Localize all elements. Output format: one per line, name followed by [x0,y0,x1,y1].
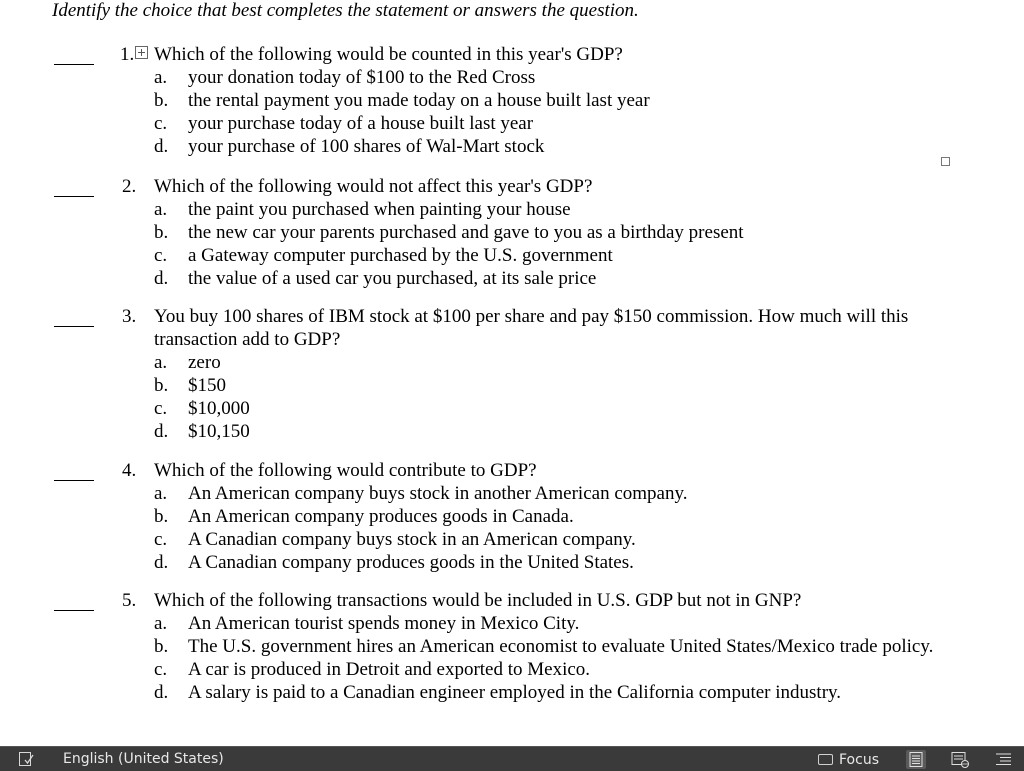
choice-d [154,267,954,290]
choice-text: The U.S. government hires an American economist to evaluate United States/Mexico trade policy. [188,636,934,657]
question-number: 3. [122,306,137,327]
print-layout-icon[interactable] [906,750,926,769]
focus-icon [818,754,833,765]
choice-d [154,135,954,158]
choice-text: An American company produces goods in Canada. [188,506,574,527]
choice-text: $10,150 [188,421,250,442]
answer-blank-1[interactable] [54,64,94,65]
answer-blank-3[interactable] [54,326,94,327]
choice-letter: d. [154,682,169,703]
choice-letter: c. [154,398,168,419]
choice-list [154,612,944,704]
choice-text: a Gateway computer purchased by the U.S. government [188,245,613,266]
choice-letter: a. [154,67,168,88]
choice-text: your purchase of 100 shares of Wal-Mart stock [188,136,545,157]
choice-letter: d. [154,552,169,573]
question-number: 2. [122,176,137,197]
answer-blank-2[interactable] [54,196,94,197]
choice-text: the paint you purchased when painting your house [188,199,571,220]
choice-a [154,351,954,374]
choice-letter: b. [154,506,169,527]
answer-blank-5[interactable] [54,610,94,611]
focus-button[interactable] [818,750,879,769]
choice-b [154,635,944,658]
choice-c [154,112,954,135]
choice-list [154,66,954,158]
choice-d [154,420,954,443]
choice-letter: b. [154,90,169,111]
choice-d [154,681,944,704]
choice-text: the new car your parents purchased and gave to you as a birthday present [188,222,744,243]
outline-icon[interactable] [994,750,1014,769]
choice-c [154,244,954,267]
choice-letter: b. [154,222,169,243]
choice-d [154,551,954,574]
choice-letter: b. [154,636,169,657]
choice-text: the value of a used car you purchased, at its sale price [188,268,597,289]
choice-text: A Canadian company buys stock in an American company. [188,529,636,550]
choice-list [154,198,954,290]
choice-text: your donation today of $100 to the Red Cross [188,67,536,88]
choice-letter: c. [154,659,168,680]
choice-a [154,612,944,635]
choice-letter: c. [154,113,168,134]
choice-text: A salary is paid to a Canadian engineer employed in the California computer industry. [188,682,842,703]
choice-letter: c. [154,529,168,550]
choice-text: the rental payment you made today on a house built last year [188,90,650,111]
question-text: Which of the following would contribute to GDP? [154,460,537,481]
choice-c [154,658,944,681]
choice-text: A Canadian company produces goods in the United States. [188,552,634,573]
instructions: Identify the choice that best completes the statement or answers the question. [52,0,639,21]
focus-label: Focus [839,751,879,768]
question-text: You buy 100 shares of IBM stock at $100 per share and pay $150 commission. How much will this transaction add to GDP? [154,306,909,350]
choice-letter: b. [154,375,169,396]
question-number: 4. [122,460,137,481]
choice-letter: a. [154,199,168,220]
question-text: Which of the following would be counted in this year's GDP? [154,44,623,65]
choice-letter: d. [154,136,169,157]
choice-a [154,66,954,89]
choice-list [154,351,954,443]
question-number: 1. [120,44,135,65]
choice-text: An American tourist spends money in Mexico City. [188,613,580,634]
choice-letter: d. [154,268,169,289]
choice-letter: a. [154,483,168,504]
choice-c [154,397,954,420]
choice-text: A car is produced in Detroit and exported to Mexico. [188,659,591,680]
choice-letter: d. [154,421,169,442]
answer-blank-4[interactable] [54,480,94,481]
question-text: Which of the following transactions would be included in U.S. GDP but not in GNP? [154,590,802,611]
choice-a [154,482,954,505]
choice-b [154,89,954,112]
table-move-handle-icon[interactable] [135,46,148,59]
question-text: Which of the following would not affect this year's GDP? [154,176,593,197]
web-layout-icon[interactable] [950,750,970,769]
choice-text: zero [188,352,221,373]
choice-letter: c. [154,245,168,266]
choice-letter: a. [154,352,168,373]
choice-text: An American company buys stock in another American company. [188,483,688,504]
choice-text: your purchase today of a house built last year [188,113,534,134]
choice-letter: a. [154,613,168,634]
choice-text: $150 [188,375,226,396]
choice-text: $10,000 [188,398,250,419]
resize-handle-icon[interactable] [941,157,950,166]
choice-b [154,221,954,244]
choice-a [154,198,954,221]
choice-b [154,374,954,397]
choice-c [154,528,954,551]
status-bar [0,746,1024,771]
language-indicator[interactable]: English (United States) [63,751,224,767]
choice-b [154,505,954,528]
choice-list [154,482,954,574]
question-number: 5. [122,590,137,611]
proofing-icon[interactable] [18,751,34,767]
